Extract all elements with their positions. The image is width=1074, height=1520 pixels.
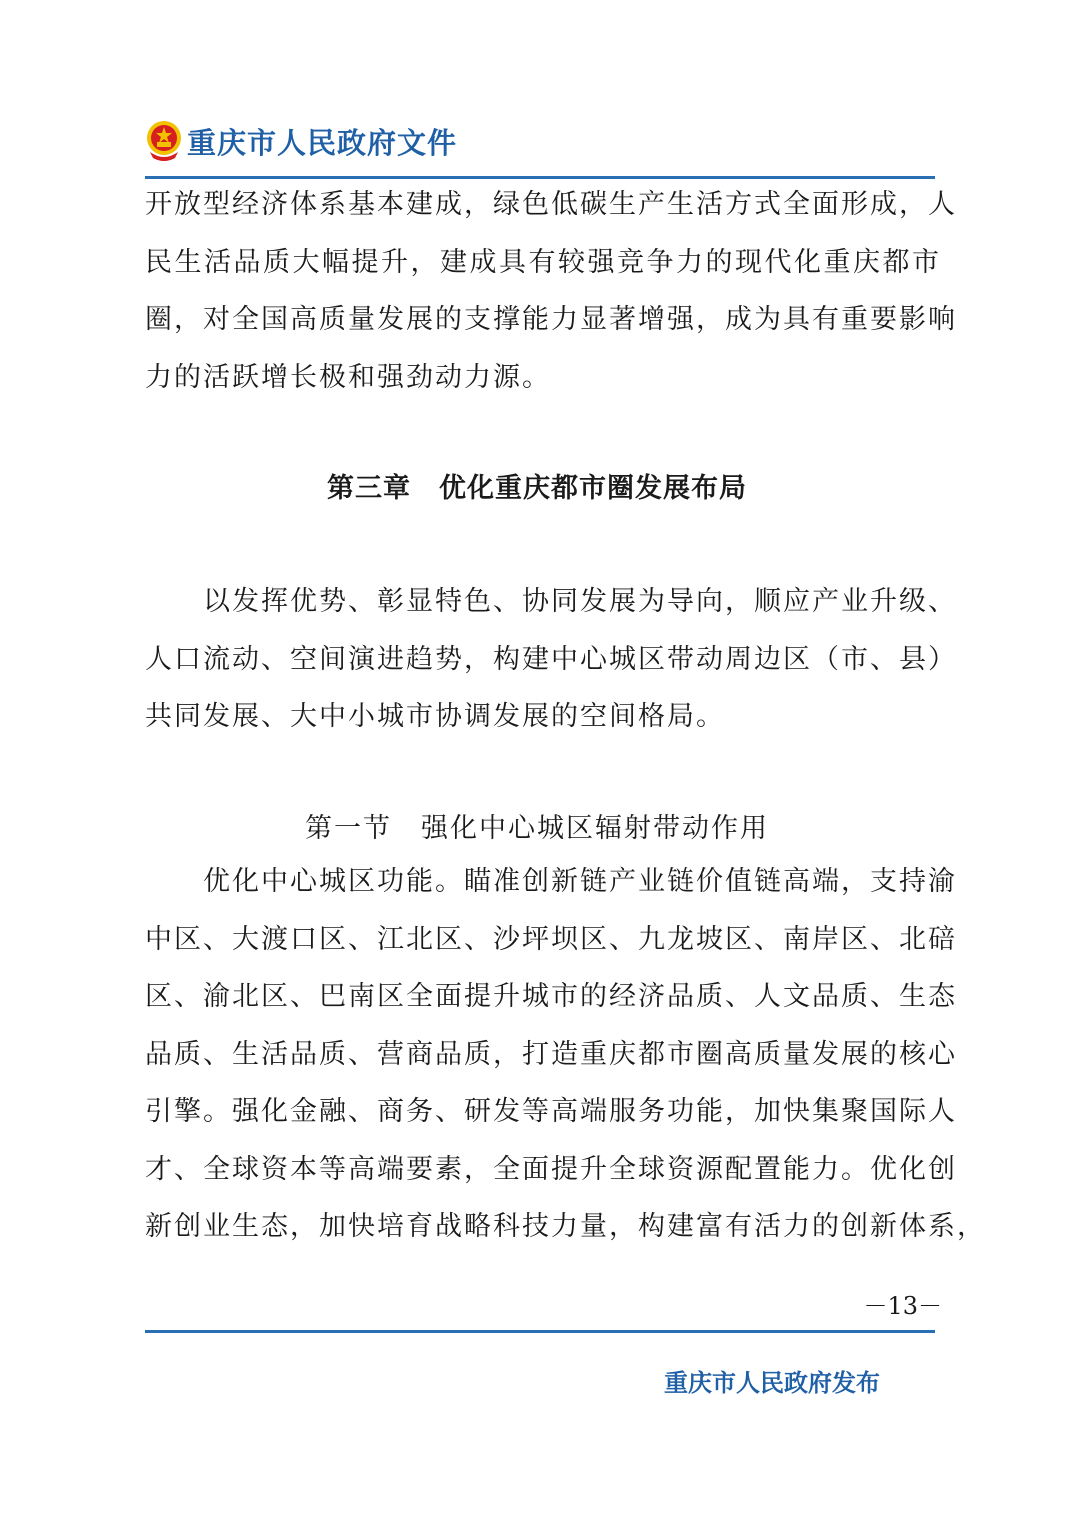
text-line: 品质、生活品质、营商品质，打造重庆都市圈高质量发展的核心 xyxy=(145,1038,957,1070)
text-line: 优化中心城区功能。瞄准创新链产业链价值链高端，支持渝 xyxy=(145,866,957,897)
chapter-paragraph xyxy=(145,573,957,746)
text-line: 人口流动、空间演进趋势，构建中心城区带动周边区（市、县） xyxy=(145,643,957,675)
text-line: 圈，对全国高质量发展的支撑能力显著增强，成为具有重要影响 xyxy=(145,304,957,335)
footer-publisher: 重庆市人民政府发布 xyxy=(664,1369,880,1397)
intro-paragraph xyxy=(145,176,957,406)
header-title: 重庆市人民政府文件 xyxy=(187,125,458,160)
text-line: 才、全球资本等高端要素，全面提升全球资源配置能力。优化创 xyxy=(145,1153,957,1185)
text-line: 以发挥优势、彰显特色、协同发展为导向，顺应产业升级、 xyxy=(145,586,957,617)
section-title: 第一节 强化中心城区辐射带动作用 xyxy=(305,813,769,844)
document-header xyxy=(145,118,457,164)
text-line: 力的活跃增长极和强劲动力源。 xyxy=(145,361,551,393)
text-line: 共同发展、大中小城市协调发展的空间格局。 xyxy=(145,701,725,732)
chapter-title: 第三章 优化重庆都市圈发展布局 xyxy=(327,473,747,504)
national-emblem-icon xyxy=(145,118,183,164)
page-number: －13－ xyxy=(863,1292,942,1320)
text-line: 开放型经济体系基本建成，绿色低碳生产生活方式全面形成，人 xyxy=(145,189,957,220)
text-line: 新创业生态，加快培育战略科技力量，构建富有活力的创新体系， xyxy=(145,1211,986,1242)
section-paragraph xyxy=(145,853,986,1256)
text-line: 引擎。强化金融、商务、研发等高端服务功能，加快集聚国际人 xyxy=(145,1096,957,1127)
text-line: 民生活品质大幅提升，建成具有较强竞争力的现代化重庆都市 xyxy=(145,246,941,278)
text-line: 中区、大渡口区、江北区、沙坪坝区、九龙坡区、南岸区、北碚 xyxy=(145,923,957,955)
footer-rule xyxy=(145,1330,935,1333)
text-line: 区、渝北区、巴南区全面提升城市的经济品质、人文品质、生态 xyxy=(145,981,957,1012)
